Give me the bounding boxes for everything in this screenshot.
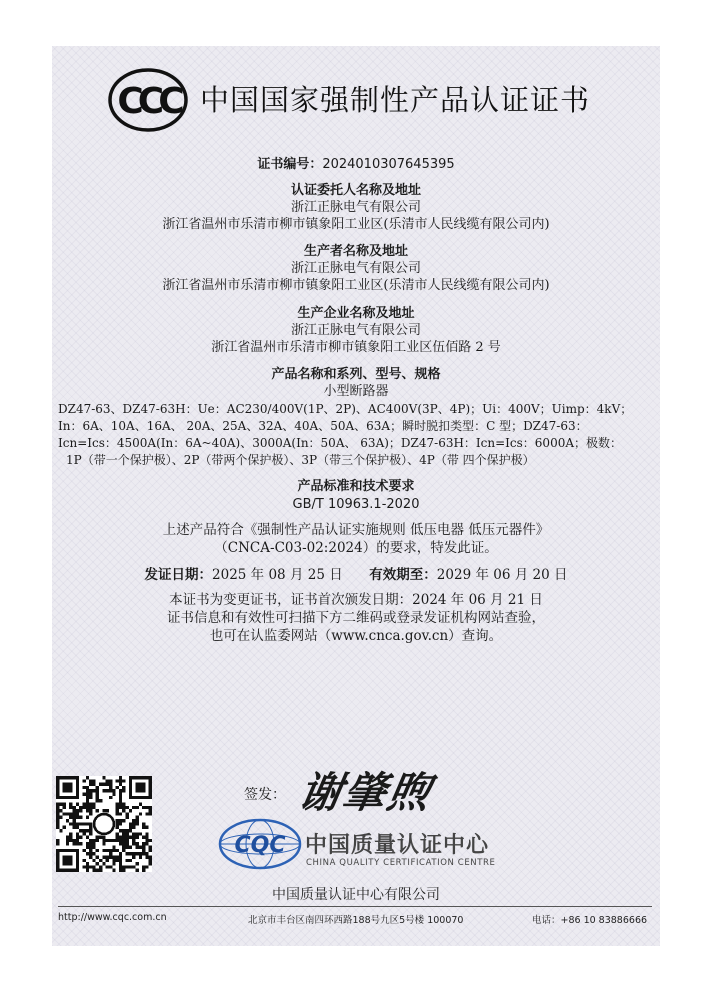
change-note: 本证书为变更证书，证书首次颁发日期：2024 年 06 月 21 日 xyxy=(169,592,543,608)
applicant-name: 浙江正脉电气有限公司 xyxy=(290,200,421,215)
factory-heading: 生产企业名称及地址 xyxy=(297,306,415,321)
spec-line: DZ47-63、DZ47-63H：Ue：AC230/400V(1P、2P)、AC400V(3P、4P)；Ui：400V；Uimp：4kV； xyxy=(58,402,633,416)
conformity-statement: 上述产品符合《强制性产品认证实施规则 低压电器 低压元器件》 xyxy=(162,522,550,538)
issuer-company: 中国质量认证中心有限公司 xyxy=(272,887,440,903)
verification-note: 证书信息和有效性可扫描下方二维码或登录发证机构网站查验， xyxy=(167,610,545,626)
issuer-name-cn: 中国质量认证中心 xyxy=(305,833,490,858)
issue-date: 2025 年 08 月 25 日 xyxy=(212,567,343,583)
footer-website[interactable]: http://www.cqc.com.cn xyxy=(58,912,167,923)
qr-code[interactable] xyxy=(56,776,152,872)
spec-line: In：6A、10A、16A、 20A、25A、32A、40A、50A、63A；瞬时脱扣类型：C 型；DZ47-63： xyxy=(58,419,588,433)
valid-date-label: 有效期至： xyxy=(369,567,437,583)
manufacturer-heading: 生产者名称及地址 xyxy=(303,244,408,259)
factory-address: 浙江省温州市乐清市柳市镇象阳工业区伍佰路 2 号 xyxy=(211,340,501,355)
footer-divider xyxy=(58,906,652,907)
signature-label: 签发： xyxy=(244,787,286,803)
issue-date-label: 发证日期： xyxy=(144,567,213,583)
spec-line: 1P（带一个保护极）、2P（带两个保护极）、3P（带三个保护极）、4P（带 四个保护极） xyxy=(66,453,535,467)
cnca-note: 也可在认监委网站（www.cnca.gov.cn）查询。 xyxy=(209,628,503,644)
manufacturer-name: 浙江正脉电气有限公司 xyxy=(290,261,421,276)
certificate-number-label: 证书编号： xyxy=(257,157,323,172)
footer-phone: 电话：+86 10 83886666 xyxy=(532,915,648,926)
conformity-statement-rule: （CNCA-C03-02:2024）的要求，特发此证。 xyxy=(214,540,498,556)
svg-text:CQC: CQC xyxy=(234,833,286,858)
standard-value: GB/T 10963.1-2020 xyxy=(292,497,420,512)
footer-address: 北京市丰台区南四环西路188号九区5号楼 100070 xyxy=(248,915,464,926)
applicant-heading: 认证委托人名称及地址 xyxy=(290,183,421,198)
issuer-name-en: CHINA QUALITY CERTIFICATION CENTRE xyxy=(306,858,496,868)
date-row xyxy=(52,567,660,584)
certificate-number xyxy=(52,156,660,173)
valid-date: 2029 年 06 月 20 日 xyxy=(436,567,568,583)
applicant-address: 浙江省温州市乐清市柳市镇象阳工业区(乐清市人民线缆有限公司内) xyxy=(162,217,550,232)
svg-text:CCC: CCC xyxy=(117,81,179,122)
standard-heading: 产品标准和技术要求 xyxy=(297,479,415,494)
signature: 谢肇煦 xyxy=(295,768,436,817)
cqc-globe-logo xyxy=(218,818,302,870)
certificate-title: 中国国家强制性产品认证证书 xyxy=(200,83,591,117)
product-heading: 产品名称和系列、型号、规格 xyxy=(271,367,441,382)
product-name: 小型断路器 xyxy=(323,384,389,399)
manufacturer-address: 浙江省温州市乐清市柳市镇象阳工业区(乐清市人民线缆有限公司内) xyxy=(162,278,550,293)
ccc-mark-logo xyxy=(108,68,188,132)
factory-name: 浙江正脉电气有限公司 xyxy=(290,323,421,338)
certificate-number-value: 2024010307645395 xyxy=(322,157,455,172)
spec-line: Icn=Ics：4500A(In：6A~40A)、3000A(In：50A、 63A)；DZ47-63H：Icn=Ics：6000A；极数： xyxy=(58,436,623,450)
